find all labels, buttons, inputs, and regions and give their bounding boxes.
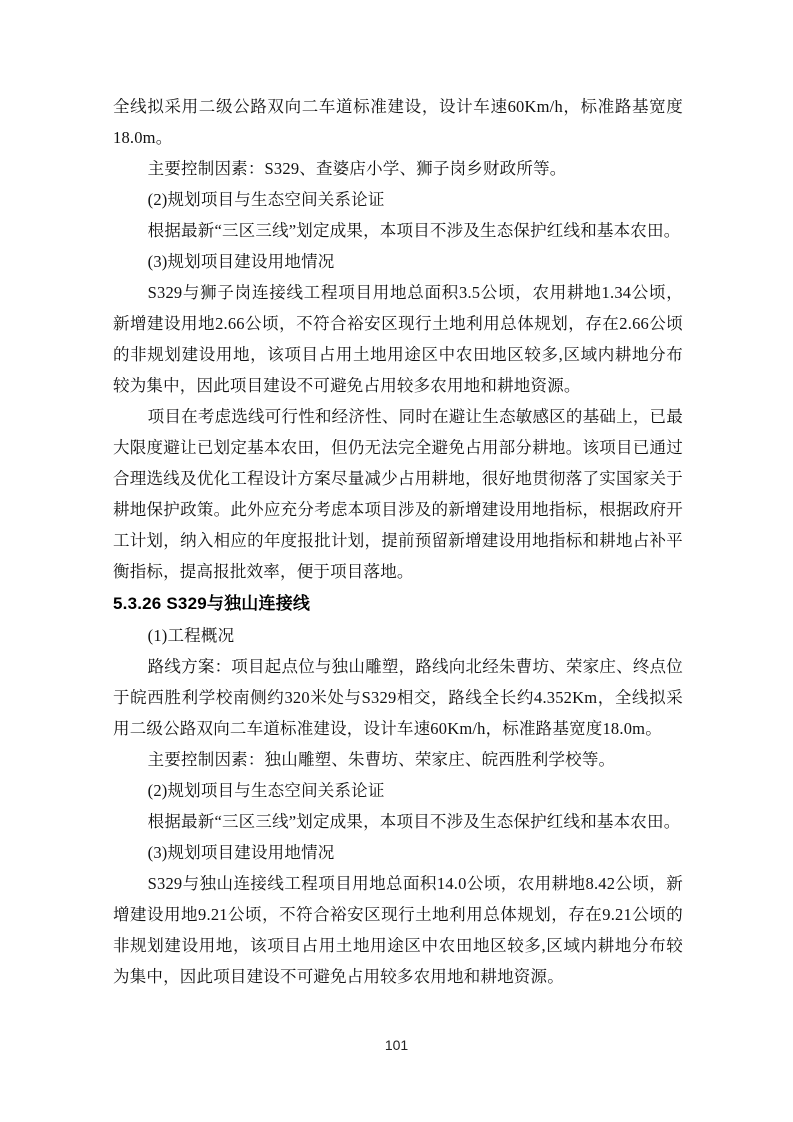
para-route-plan-dushan: 路线方案：项目起点位与独山雕塑，路线向北经朱曹坊、荣家庄、终点位于皖西胜利学校南侧约320米处与S329相交，路线全长约4.352Km，全线拟采用二级公路双向二车道标准建设，设计车速60Km/h，标准路基宽度18.0m。 bbox=[113, 657, 683, 738]
subheading-construction-land-2: (3)规划项目建设用地情况 bbox=[147, 843, 335, 862]
subheading-eco-space-relation-2: (2)规划项目与生态空间关系论证 bbox=[147, 781, 385, 800]
para-three-zones-lines-1: 根据最新“三区三线”划定成果，本项目不涉及生态保护红线和基本农田。 bbox=[147, 221, 681, 240]
para-land-use-shizigang: S329与狮子岗连接线工程项目用地总面积3.5公顷，农用耕地1.34公顷，新增建设用地2.66公顷，不符合裕安区现行土地利用总体规划，存在2.66公顷的非规划建设用地，该项目占用土地用途区中农田地区较多,区域内耕地分布较为集中，因此项目建设不可避免占用较多农用地和耕地资源。 bbox=[113, 283, 683, 395]
subheading-project-overview: (1)工程概况 bbox=[147, 626, 235, 645]
para-control-factors-shizigang: 主要控制因素：S329、查婆店小学、狮子岗乡财政所等。 bbox=[147, 159, 567, 178]
subheading-construction-land-1: (3)规划项目建设用地情况 bbox=[147, 252, 335, 271]
para-route-selection-mitigation: 项目在考虑选线可行性和经济性、同时在避让生态敏感区的基础上，已最大限度避让已划定基本农田，但仍无法完全避免占用部分耕地。该项目已通过合理选线及优化工程设计方案尽量减少占用耕地，很好地贯彻落了实国家关于耕地保护政策。此外应充分考虑本项目涉及的新增建设用地指标，根据政府开工计划，纳入相应的年度报批计划，提前预留新增建设用地指标和耕地占补平衡指标，提高报批效率，便于项目落地。 bbox=[113, 407, 683, 581]
page-number: 101 bbox=[384, 1037, 409, 1053]
para-road-standard-continued: 全线拟采用二级公路双向二车道标准建设，设计车速60Km/h，标准路基宽度18.0m。 bbox=[113, 97, 683, 147]
para-land-use-dushan: S329与独山连接线工程项目用地总面积14.0公顷，农用耕地8.42公顷，新增建设用地9.21公顷，不符合裕安区现行土地利用总体规划，存在9.21公顷的非规划建设用地，该项目占用土地用途区中农田地区较多,区域内耕地分布较为集中，因此项目建设不可避免占用较多农用地和耕地资源。 bbox=[113, 874, 683, 986]
para-control-factors-dushan: 主要控制因素：独山雕塑、朱曹坊、荣家庄、皖西胜利学校等。 bbox=[147, 750, 616, 769]
subheading-eco-space-relation-1: (2)规划项目与生态空间关系论证 bbox=[147, 190, 385, 209]
document-body bbox=[113, 91, 683, 992]
para-three-zones-lines-2: 根据最新“三区三线”划定成果，本项目不涉及生态保护红线和基本农田。 bbox=[147, 812, 681, 831]
section-heading-5-3-26: 5.3.26 S329与独山连接线 bbox=[113, 594, 311, 613]
